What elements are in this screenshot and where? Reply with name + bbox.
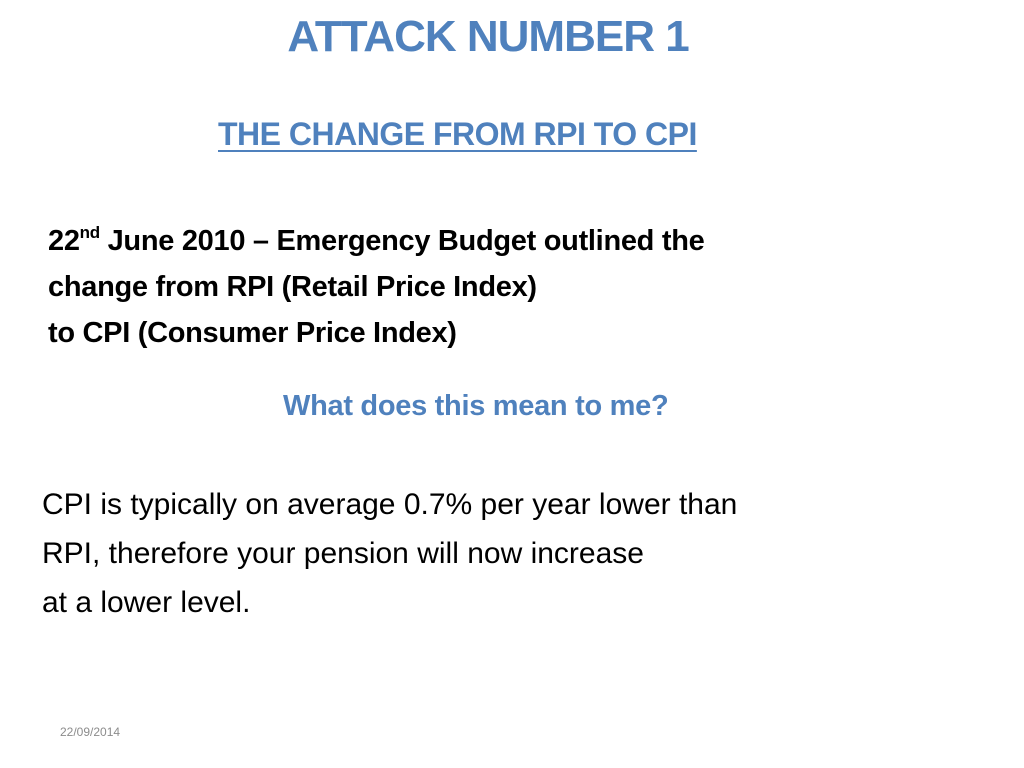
- question-heading: What does this mean to me?: [283, 390, 669, 422]
- slide-subtitle: THE CHANGE FROM RPI TO CPI: [218, 116, 697, 152]
- budget-line-3: to CPI (Consumer Price Index): [48, 317, 457, 349]
- budget-statement: [48, 218, 704, 356]
- explanation-line-1: CPI is typically on average 0.7% per year lower than: [42, 488, 738, 521]
- footer-date: 22/09/2014: [60, 725, 121, 739]
- budget-day: 22: [48, 225, 80, 257]
- slide-title: ATTACK NUMBER 1: [287, 12, 689, 61]
- explanation-line-3: at a lower level.: [42, 586, 251, 619]
- budget-line-1: [48, 218, 704, 264]
- budget-line-1-text: June 2010 – Emergency Budget outlined the: [99, 225, 705, 257]
- budget-line-2: change from RPI (Retail Price Index): [48, 271, 537, 303]
- budget-day-suffix: nd: [79, 223, 100, 242]
- explanation-text: [42, 480, 737, 627]
- explanation-line-2: RPI, therefore your pension will now increase: [42, 537, 644, 570]
